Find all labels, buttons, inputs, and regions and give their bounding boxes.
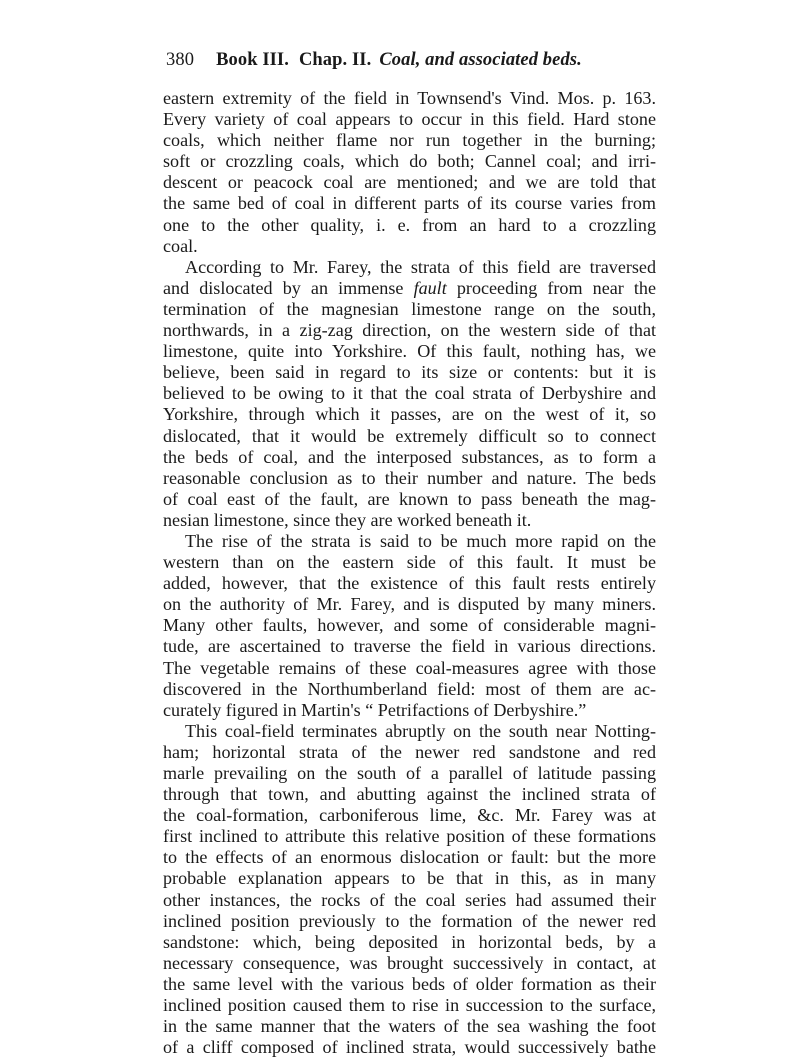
text-line: Yorkshire, through which it passes, are on the west of it, so [163,404,656,425]
text-line: northwards, in a zig-zag direction, on the western side of that [163,320,656,341]
text-line: reasonable conclusion as to their number and nature. The beds [163,467,656,488]
text-line: the same bed of coal in different parts of its course varies from [163,193,656,214]
text-line: probable explanation appears to be that in this, as in many [163,868,656,889]
text-segment: and dislocated by an immense [163,277,404,298]
text-line: limestone, quite into Yorkshire. Of this fault, nothing has, we [163,341,656,362]
paragraph-start-line: The rise of the strata is said to be much more rapid on the [185,530,656,551]
text-line: of coal east of the fault, are known to pass beneath the mag- [163,488,656,509]
italic-term-fault: fault [413,277,447,298]
text-line: added, however, that the existence of this fault rests entirely [163,573,656,594]
text-line: first inclined to attribute this relative position of these formations [163,826,656,847]
text-line: inclined position previously to the formation of the newer red [163,910,656,931]
text-line: dislocated, that it would be extremely difficult so to connect [163,425,656,446]
text-line: believe, been said in regard to its size or contents: but it is [163,362,656,383]
text-line: Every variety of coal appears to occur in this field. Hard stone [163,109,656,130]
body-text [163,88,656,1058]
book-label: Book III. [216,50,289,70]
text-line: western than on the eastern side of this fault. It must be [163,552,656,573]
text-line: the beds of coal, and the interposed substances, as to form a [163,446,656,467]
text-line: The vegetable remains of these coal-measures agree with those [163,657,656,678]
text-line: of a cliff composed of inclined strata, would successively bathe [163,1037,656,1058]
text-line: discovered in the Northumberland field: most of them are ac- [163,678,656,699]
paragraph-start-line: According to Mr. Farey, the strata of this field are traversed [185,256,656,277]
text-line: nesian limestone, since they are worked beneath it. [163,509,532,530]
text-line: tude, are ascertained to traverse the field in various directions. [163,636,656,657]
text-line: termination of the magnesian limestone range on the south, [163,298,656,319]
text-line: on the authority of Mr. Farey, and is disputed by many miners. [163,594,656,615]
text-line: through that town, and abutting against the inclined strata of [163,784,656,805]
text-line: one to the other quality, i. e. from an hard to a crozzling [163,214,656,235]
text-line: ham; horizontal strata of the newer red sandstone and red [163,741,656,762]
text-line: the coal-formation, carboniferous lime, &c. Mr. Farey was at [163,805,656,826]
chapter-label: Chap. II. [298,50,372,70]
text-line: eastern extremity of the field in Townsend's Vind. Mos. p. 163. [163,88,656,108]
text-line: inclined position caused them to rise in succession to the surface, [163,995,656,1016]
paragraph-start-line: This coal-field terminates abruptly on the south near Notting- [185,720,656,741]
text-line: coals, which neither flame nor run together in the burning; [163,130,656,151]
text-line: soft or crozzling coals, which do both; Cannel coal; and irri- [163,151,656,172]
text-line: to the effects of an enormous dislocation or fault: but the more [163,847,656,868]
text-line: in the same manner that the waters of the sea washing the foot [163,1016,656,1037]
running-title: Coal, and associated beds. [379,50,582,70]
text-line: sandstone: which, being deposited in horizontal beds, by a [163,931,656,952]
text-line: descent or peacock coal are mentioned; and we are told that [163,172,656,193]
page-number: 380 [166,50,195,70]
text-line: coal. [163,235,198,256]
running-header [166,50,646,78]
text-line [163,278,656,299]
text-line: curately figured in Martin's “ Petrifactions of Derbyshire.” [163,699,587,720]
text-line: believed to be owing to it that the coal strata of Derbyshire and [163,383,656,404]
text-line: necessary consequence, was brought successively in contact, at [163,952,656,973]
text-line: other instances, the rocks of the coal series had assumed their [163,889,656,910]
text-line: the same level with the various beds of older formation as their [163,973,656,994]
text-line: Many other faults, however, and some of considerable magni- [163,615,656,636]
text-segment: proceeding from near the [456,277,657,298]
text-line: marle prevailing on the south of a parallel of latitude passing [163,763,656,783]
